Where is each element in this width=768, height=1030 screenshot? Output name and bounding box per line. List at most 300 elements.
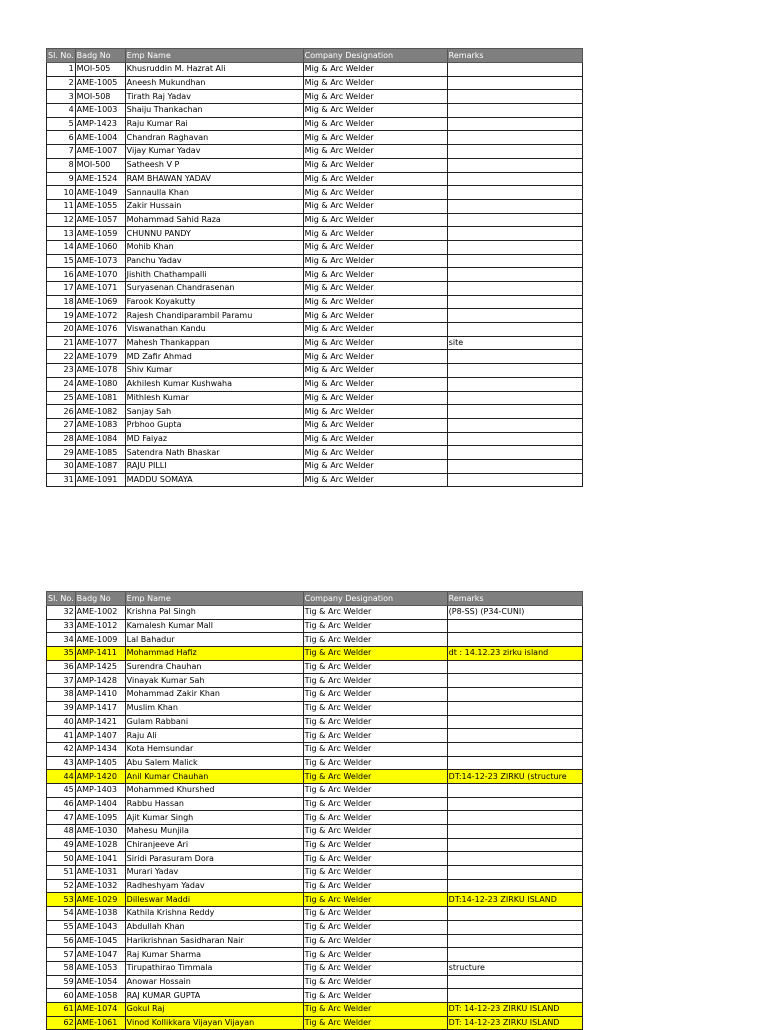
cell-designation: Tig & Arc Welder [303, 674, 447, 688]
cell-emp-name: Murari Yadav [125, 866, 303, 880]
cell-emp-name: Zakir Hussain [125, 199, 303, 213]
cell-emp-name: Shaiju Thankachan [125, 104, 303, 118]
cell-remarks [447, 756, 582, 770]
cell-emp-name: Siridi Parasuram Dora [125, 852, 303, 866]
cell-badge-no: AME-1054 [75, 975, 125, 989]
cell-badge-no: AME-1078 [75, 364, 125, 378]
cell-sl-no: 36 [47, 660, 76, 674]
cell-remarks: DT: 14-12-23 ZIRKU ISLAND [447, 1016, 582, 1030]
cell-remarks [447, 295, 582, 309]
cell-emp-name: Krishna Pal Singh [125, 606, 303, 620]
table-row [47, 674, 583, 688]
cell-remarks [447, 240, 582, 254]
table-row [47, 879, 583, 893]
cell-emp-name: Mithlesh Kumar [125, 391, 303, 405]
cell-remarks [447, 715, 582, 729]
cell-sl-no: 32 [47, 606, 76, 620]
cell-sl-no: 57 [47, 948, 76, 962]
cell-emp-name: Dilleswar Maddi [125, 893, 303, 907]
cell-sl-no: 52 [47, 879, 76, 893]
cell-remarks [447, 688, 582, 702]
cell-emp-name: Aneesh Mukundhan [125, 76, 303, 90]
header-sl-no: Sl. No. [47, 49, 76, 63]
cell-emp-name: RAJ KUMAR GUPTA [125, 989, 303, 1003]
cell-badge-no: AME-1085 [75, 446, 125, 460]
table-row [47, 446, 583, 460]
cell-remarks [447, 254, 582, 268]
cell-designation: Tig & Arc Welder [303, 948, 447, 962]
cell-badge-no: AME-1053 [75, 961, 125, 975]
cell-emp-name: Harikrishnan Sasidharan Nair [125, 934, 303, 948]
cell-emp-name: Tirupathirao Timmala [125, 961, 303, 975]
cell-badge-no: AMP-1417 [75, 701, 125, 715]
cell-designation: Tig & Arc Welder [303, 811, 447, 825]
table-row [47, 268, 583, 282]
cell-emp-name: Suryasenan Chandrasenan [125, 282, 303, 296]
cell-remarks [447, 145, 582, 159]
cell-sl-no: 15 [47, 254, 76, 268]
cell-designation: Tig & Arc Welder [303, 1016, 447, 1030]
cell-badge-no: MOI-508 [75, 90, 125, 104]
cell-sl-no: 23 [47, 364, 76, 378]
table-row [47, 186, 583, 200]
cell-emp-name: Abu Salem Malick [125, 756, 303, 770]
cell-sl-no: 45 [47, 783, 76, 797]
cell-sl-no: 35 [47, 647, 76, 661]
cell-emp-name: Mahesu Munjila [125, 825, 303, 839]
cell-emp-name: Surendra Chauhan [125, 660, 303, 674]
cell-emp-name: MADDU SOMAYA [125, 473, 303, 487]
cell-sl-no: 55 [47, 920, 76, 934]
cell-designation: Tig & Arc Welder [303, 729, 447, 743]
cell-sl-no: 50 [47, 852, 76, 866]
table-row [47, 323, 583, 337]
cell-badge-no: AMP-1420 [75, 770, 125, 784]
cell-badge-no: AME-1047 [75, 948, 125, 962]
cell-remarks [447, 879, 582, 893]
cell-designation: Mig & Arc Welder [303, 199, 447, 213]
cell-emp-name: Satheesh V P [125, 158, 303, 172]
cell-remarks [447, 446, 582, 460]
cell-remarks [447, 783, 582, 797]
header-sl-no: Sl. No. [47, 592, 76, 606]
table-row [47, 459, 583, 473]
cell-sl-no: 61 [47, 1002, 76, 1016]
cell-designation: Mig & Arc Welder [303, 254, 447, 268]
table-row [47, 309, 583, 323]
table-row [47, 213, 583, 227]
cell-badge-no: AME-1009 [75, 633, 125, 647]
cell-badge-no: AME-1003 [75, 104, 125, 118]
cell-remarks [447, 172, 582, 186]
cell-badge-no: AME-1038 [75, 907, 125, 921]
cell-remarks: structure [447, 961, 582, 975]
cell-badge-no: AME-1076 [75, 323, 125, 337]
cell-remarks [447, 418, 582, 432]
cell-badge-no: AME-1058 [75, 989, 125, 1003]
cell-remarks [447, 473, 582, 487]
cell-emp-name: Mahesh Thankappan [125, 336, 303, 350]
cell-remarks: DT:14-12-23 ZIRKU (structure [447, 770, 582, 784]
table-row [47, 104, 583, 118]
cell-designation: Tig & Arc Welder [303, 715, 447, 729]
cell-sl-no: 25 [47, 391, 76, 405]
cell-sl-no: 59 [47, 975, 76, 989]
cell-badge-no: AME-1012 [75, 619, 125, 633]
header-remarks: Remarks [447, 592, 582, 606]
cell-sl-no: 7 [47, 145, 76, 159]
cell-badge-no: AME-1045 [75, 934, 125, 948]
cell-remarks [447, 852, 582, 866]
cell-designation: Mig & Arc Welder [303, 172, 447, 186]
table-row [47, 282, 583, 296]
cell-emp-name: Vinod Kollikkara Vijayan Vijayan [125, 1016, 303, 1030]
cell-sl-no: 6 [47, 131, 76, 145]
cell-designation: Mig & Arc Welder [303, 227, 447, 241]
cell-designation: Mig & Arc Welder [303, 446, 447, 460]
cell-badge-no: AME-1004 [75, 131, 125, 145]
cell-emp-name: Kota Hemsundar [125, 742, 303, 756]
cell-remarks [447, 282, 582, 296]
cell-remarks [447, 459, 582, 473]
cell-emp-name: Kathila Krishna Reddy [125, 907, 303, 921]
cell-remarks [447, 934, 582, 948]
cell-badge-no: AME-1007 [75, 145, 125, 159]
cell-emp-name: Lal Bahadur [125, 633, 303, 647]
cell-emp-name: Mohammad Zakir Khan [125, 688, 303, 702]
cell-badge-no: AMP-1407 [75, 729, 125, 743]
table-row [47, 145, 583, 159]
table-row [47, 729, 583, 743]
cell-emp-name: Tirath Raj Yadav [125, 90, 303, 104]
cell-remarks [447, 660, 582, 674]
welder-table-mig [46, 48, 583, 487]
cell-remarks [447, 701, 582, 715]
cell-badge-no: AME-1028 [75, 838, 125, 852]
table-row [47, 391, 583, 405]
table-row [47, 825, 583, 839]
cell-sl-no: 49 [47, 838, 76, 852]
table-row [47, 63, 583, 77]
cell-remarks [447, 989, 582, 1003]
cell-badge-no: AME-1043 [75, 920, 125, 934]
cell-emp-name: Viswanathan Kandu [125, 323, 303, 337]
table-row [47, 783, 583, 797]
cell-designation: Tig & Arc Welder [303, 893, 447, 907]
table-row [47, 715, 583, 729]
cell-badge-no: AME-1074 [75, 1002, 125, 1016]
cell-badge-no: AME-1080 [75, 377, 125, 391]
table-row [47, 473, 583, 487]
table-row [47, 364, 583, 378]
cell-emp-name: Satendra Nath Bhaskar [125, 446, 303, 460]
cell-remarks: site [447, 336, 582, 350]
cell-remarks [447, 268, 582, 282]
cell-designation: Mig & Arc Welder [303, 145, 447, 159]
cell-designation: Mig & Arc Welder [303, 268, 447, 282]
table-row [47, 811, 583, 825]
cell-badge-no: AME-1059 [75, 227, 125, 241]
table-row [47, 295, 583, 309]
cell-badge-no: AME-1060 [75, 240, 125, 254]
header-emp-name: Emp Name [125, 592, 303, 606]
cell-badge-no: AME-1032 [75, 879, 125, 893]
cell-emp-name: MD Faiyaz [125, 432, 303, 446]
cell-badge-no: AME-1081 [75, 391, 125, 405]
cell-badge-no: AME-1002 [75, 606, 125, 620]
cell-emp-name: Mohammad Hafiz [125, 647, 303, 661]
cell-badge-no: AMP-1428 [75, 674, 125, 688]
table-body [47, 606, 583, 1030]
cell-remarks [447, 104, 582, 118]
cell-sl-no: 10 [47, 186, 76, 200]
table-row [47, 172, 583, 186]
cell-remarks: dt : 14.12.23 zirku island [447, 647, 582, 661]
cell-remarks [447, 199, 582, 213]
cell-sl-no: 31 [47, 473, 76, 487]
cell-designation: Tig & Arc Welder [303, 961, 447, 975]
cell-badge-no: AME-1087 [75, 459, 125, 473]
table-row [47, 619, 583, 633]
cell-emp-name: Mohib Khan [125, 240, 303, 254]
cell-sl-no: 42 [47, 742, 76, 756]
cell-emp-name: Jishith Chathampalli [125, 268, 303, 282]
cell-emp-name: Vinayak Kumar Sah [125, 674, 303, 688]
cell-remarks [447, 309, 582, 323]
cell-designation: Tig & Arc Welder [303, 756, 447, 770]
cell-badge-no: AME-1031 [75, 866, 125, 880]
cell-sl-no: 27 [47, 418, 76, 432]
cell-designation: Mig & Arc Welder [303, 405, 447, 419]
cell-designation: Tig & Arc Welder [303, 907, 447, 921]
cell-remarks [447, 432, 582, 446]
table-row [47, 76, 583, 90]
cell-sl-no: 17 [47, 282, 76, 296]
table-row [47, 131, 583, 145]
cell-designation: Tig & Arc Welder [303, 633, 447, 647]
cell-badge-no: AMP-1410 [75, 688, 125, 702]
cell-badge-no: AME-1079 [75, 350, 125, 364]
cell-emp-name: Ajit Kumar Singh [125, 811, 303, 825]
cell-sl-no: 33 [47, 619, 76, 633]
cell-remarks [447, 76, 582, 90]
cell-badge-no: AME-1055 [75, 199, 125, 213]
cell-designation: Mig & Arc Welder [303, 213, 447, 227]
cell-sl-no: 5 [47, 117, 76, 131]
header-badge-no: Badg No [75, 592, 125, 606]
header-remarks: Remarks [447, 49, 582, 63]
cell-emp-name: Prbhoo Gupta [125, 418, 303, 432]
cell-sl-no: 22 [47, 350, 76, 364]
cell-sl-no: 43 [47, 756, 76, 770]
table-row [47, 350, 583, 364]
cell-emp-name: Chandran Raghavan [125, 131, 303, 145]
cell-remarks [447, 633, 582, 647]
cell-designation: Tig & Arc Welder [303, 825, 447, 839]
cell-sl-no: 46 [47, 797, 76, 811]
cell-emp-name: Gulam Rabbani [125, 715, 303, 729]
cell-designation: Mig & Arc Welder [303, 158, 447, 172]
cell-badge-no: AME-1083 [75, 418, 125, 432]
cell-emp-name: Farook Koyakutty [125, 295, 303, 309]
cell-sl-no: 44 [47, 770, 76, 784]
cell-emp-name: Raju Kumar Rai [125, 117, 303, 131]
cell-sl-no: 56 [47, 934, 76, 948]
cell-sl-no: 9 [47, 172, 76, 186]
cell-badge-no: AME-1057 [75, 213, 125, 227]
cell-sl-no: 13 [47, 227, 76, 241]
cell-remarks [447, 186, 582, 200]
cell-remarks [447, 797, 582, 811]
cell-designation: Mig & Arc Welder [303, 473, 447, 487]
cell-emp-name: Khusruddin M. Hazrat Ali [125, 63, 303, 77]
table-row [47, 405, 583, 419]
cell-badge-no: AME-1077 [75, 336, 125, 350]
cell-designation: Tig & Arc Welder [303, 879, 447, 893]
cell-sl-no: 21 [47, 336, 76, 350]
cell-sl-no: 39 [47, 701, 76, 715]
cell-designation: Tig & Arc Welder [303, 688, 447, 702]
cell-designation: Mig & Arc Welder [303, 350, 447, 364]
cell-badge-no: AME-1005 [75, 76, 125, 90]
cell-badge-no: AME-1049 [75, 186, 125, 200]
table-row [47, 227, 583, 241]
cell-badge-no: AME-1041 [75, 852, 125, 866]
header-row [47, 49, 583, 63]
cell-emp-name: Anowar Hossain [125, 975, 303, 989]
cell-remarks [447, 350, 582, 364]
cell-sl-no: 58 [47, 961, 76, 975]
cell-remarks [447, 90, 582, 104]
cell-sl-no: 30 [47, 459, 76, 473]
cell-sl-no: 14 [47, 240, 76, 254]
cell-sl-no: 16 [47, 268, 76, 282]
table-row [47, 377, 583, 391]
table-row [47, 797, 583, 811]
cell-remarks [447, 131, 582, 145]
cell-badge-no: AME-1073 [75, 254, 125, 268]
cell-emp-name: RAJU PILLI [125, 459, 303, 473]
cell-badge-no: AME-1072 [75, 309, 125, 323]
table-row [47, 961, 583, 975]
cell-remarks [447, 405, 582, 419]
cell-designation: Mig & Arc Welder [303, 364, 447, 378]
cell-emp-name: Raju Ali [125, 729, 303, 743]
cell-designation: Tig & Arc Welder [303, 742, 447, 756]
cell-badge-no: AMP-1405 [75, 756, 125, 770]
cell-designation: Mig & Arc Welder [303, 336, 447, 350]
cell-badge-no: AME-1084 [75, 432, 125, 446]
cell-badge-no: AME-1061 [75, 1016, 125, 1030]
cell-designation: Mig & Arc Welder [303, 309, 447, 323]
cell-emp-name: Vijay Kumar Yadav [125, 145, 303, 159]
cell-emp-name: Mohammad Sahid Raza [125, 213, 303, 227]
header-row [47, 592, 583, 606]
cell-remarks [447, 227, 582, 241]
cell-designation: Tig & Arc Welder [303, 934, 447, 948]
cell-sl-no: 34 [47, 633, 76, 647]
cell-emp-name: Raj Kumar Sharma [125, 948, 303, 962]
cell-sl-no: 20 [47, 323, 76, 337]
cell-emp-name: CHUNNU PANDY [125, 227, 303, 241]
table-row [47, 90, 583, 104]
table-row [47, 742, 583, 756]
table-row [47, 647, 583, 661]
cell-remarks [447, 619, 582, 633]
cell-designation: Tig & Arc Welder [303, 606, 447, 620]
table-row [47, 701, 583, 715]
cell-remarks [447, 364, 582, 378]
cell-sl-no: 51 [47, 866, 76, 880]
cell-sl-no: 29 [47, 446, 76, 460]
cell-sl-no: 48 [47, 825, 76, 839]
cell-emp-name: MD Zafir Ahmad [125, 350, 303, 364]
cell-sl-no: 38 [47, 688, 76, 702]
table-row [47, 1002, 583, 1016]
cell-remarks [447, 975, 582, 989]
cell-remarks: (P8-SS) (P34-CUNI) [447, 606, 582, 620]
cell-remarks: DT: 14-12-23 ZIRKU ISLAND [447, 1002, 582, 1016]
cell-emp-name: Gokul Raj [125, 1002, 303, 1016]
cell-sl-no: 2 [47, 76, 76, 90]
cell-sl-no: 26 [47, 405, 76, 419]
cell-sl-no: 1 [47, 63, 76, 77]
table-row [47, 989, 583, 1003]
cell-emp-name: Sanjay Sah [125, 405, 303, 419]
cell-badge-no: AMP-1434 [75, 742, 125, 756]
cell-emp-name: Shiv Kumar [125, 364, 303, 378]
cell-remarks [447, 377, 582, 391]
cell-sl-no: 54 [47, 907, 76, 921]
table-row [47, 948, 583, 962]
cell-emp-name: RAM BHAWAN YADAV [125, 172, 303, 186]
welder-table-tig [46, 591, 583, 1030]
header-badge-no: Badg No [75, 49, 125, 63]
cell-sl-no: 28 [47, 432, 76, 446]
cell-designation: Tig & Arc Welder [303, 866, 447, 880]
cell-designation: Tig & Arc Welder [303, 852, 447, 866]
cell-badge-no: AME-1091 [75, 473, 125, 487]
cell-remarks [447, 117, 582, 131]
table-row [47, 893, 583, 907]
cell-emp-name: Panchu Yadav [125, 254, 303, 268]
table-row [47, 1016, 583, 1030]
cell-remarks [447, 866, 582, 880]
cell-remarks [447, 391, 582, 405]
table-row [47, 907, 583, 921]
cell-emp-name: Chiranjeeve Ari [125, 838, 303, 852]
cell-designation: Mig & Arc Welder [303, 117, 447, 131]
cell-badge-no: MOI-505 [75, 63, 125, 77]
cell-badge-no: AMP-1411 [75, 647, 125, 661]
table-row [47, 432, 583, 446]
cell-designation: Tig & Arc Welder [303, 660, 447, 674]
cell-badge-no: AMP-1403 [75, 783, 125, 797]
cell-designation: Mig & Arc Welder [303, 240, 447, 254]
table-row [47, 852, 583, 866]
table-row [47, 920, 583, 934]
cell-designation: Mig & Arc Welder [303, 418, 447, 432]
cell-badge-no: AME-1082 [75, 405, 125, 419]
cell-emp-name: Mohammed Khurshed [125, 783, 303, 797]
cell-designation: Mig & Arc Welder [303, 63, 447, 77]
cell-remarks [447, 674, 582, 688]
cell-badge-no: AME-1030 [75, 825, 125, 839]
table-row [47, 770, 583, 784]
table-row [47, 660, 583, 674]
header-emp-name: Emp Name [125, 49, 303, 63]
cell-designation: Mig & Arc Welder [303, 391, 447, 405]
